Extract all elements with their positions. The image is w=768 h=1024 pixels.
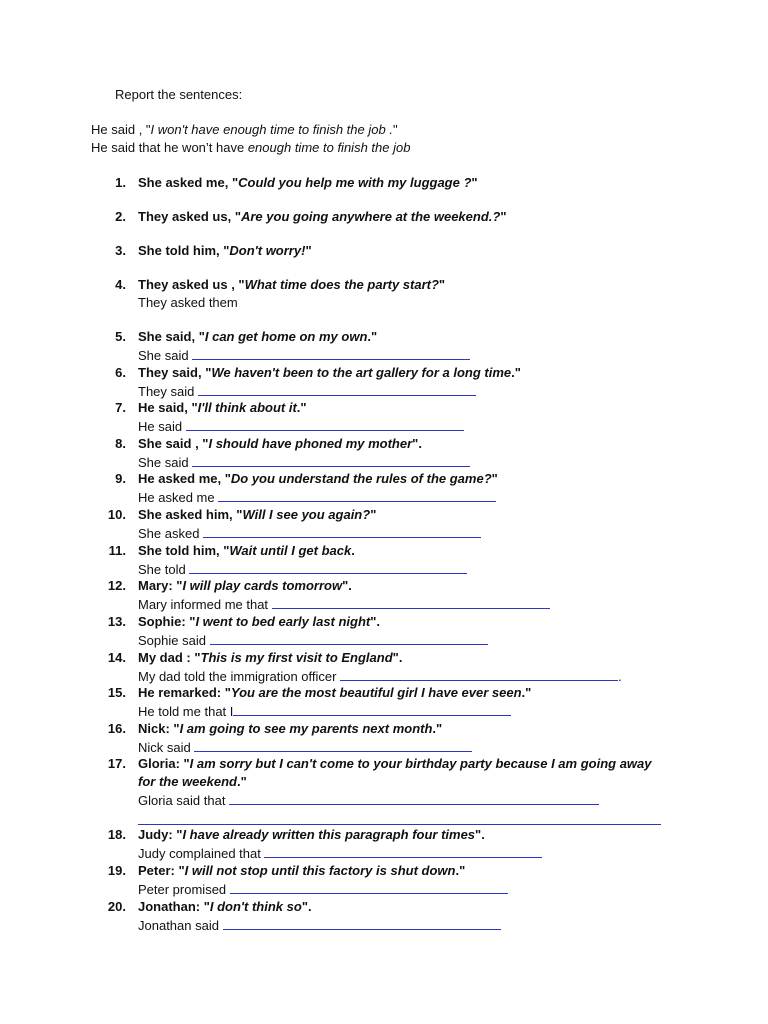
item-number: 17. [107,756,126,771]
answer-blank[interactable] [198,383,476,396]
item-number: 3. [115,243,126,258]
answer-blank[interactable] [194,739,472,752]
item-prompt: Sophie: "I went to bed early last night". [138,614,381,629]
item-number: 14. [107,650,126,665]
item-number: 13. [107,614,126,629]
answer-blank[interactable] [210,632,488,645]
item-prompt: They asked us , "What time does the party start?" [138,277,446,292]
item-prompt: Jonathan: "I don't think so". [138,899,312,914]
answer-blank[interactable] [218,489,496,502]
item-number: 5. [115,329,126,344]
answer-line: Gloria said that [138,792,599,808]
answer-blank[interactable] [192,454,470,467]
item-prompt: Peter: "I will not stop until this factory is shut down." [138,863,466,878]
item-number: 18. [107,827,126,842]
item-number: 4. [115,277,126,292]
item-prompt: He asked me, "Do you understand the rules of the game?" [138,471,498,486]
item-prompt: They asked us, "Are you going anywhere at the weekend.?" [138,209,507,224]
answer-blank[interactable] [229,792,599,805]
item-prompt: Gloria: "I am sorry but I can't come to your birthday party because I am going away [138,756,652,771]
item-number: 9. [115,471,126,486]
answer-line: Nick said [138,739,472,755]
item-number: 15. [107,685,126,700]
item-prompt: They said, "We haven't been to the art gallery for a long time." [138,365,521,380]
answer-blank[interactable] [189,561,467,574]
answer-line: He said [138,418,464,434]
item-prompt: She told him, "Wait until I get back. [138,543,355,558]
item-prompt-continued: for the weekend." [138,774,247,789]
answer-line: My dad told the immigration officer . [138,669,622,684]
item-number: 12. [107,578,126,593]
answer-line: Peter promised [138,881,508,897]
answer-blank[interactable] [186,418,464,431]
answer-line: They asked them [138,295,238,310]
item-number: 20. [107,899,126,914]
item-prompt: She said, "I can get home on my own." [138,329,378,344]
answer-line: She told [138,561,467,577]
item-number: 16. [107,721,126,736]
answer-blank[interactable] [233,703,511,716]
answer-line: She said [138,454,470,470]
item-prompt: He said, "I'll think about it." [138,400,307,415]
item-number: 11. [108,543,126,558]
answer-line: She asked [138,525,481,541]
answer-blank[interactable] [230,881,508,894]
answer-blank[interactable] [223,917,501,930]
item-prompt: My dad : "This is my first visit to England". [138,650,403,665]
item-prompt: Nick: "I am going to see my parents next month." [138,721,443,736]
answer-line: Sophie said [138,632,488,648]
item-number: 6. [115,365,126,380]
item-prompt: Mary: "I will play cards tomorrow". [138,578,352,593]
item-number: 2. [115,209,126,224]
example-reported-speech: He said that he won’t have enough time to finish the job [91,140,411,155]
answer-blank[interactable] [272,596,550,609]
answer-blank-continued[interactable] [138,823,661,825]
answer-blank[interactable] [203,525,481,538]
item-prompt: Judy: "I have already written this paragraph four times". [138,827,485,842]
answer-blank[interactable] [192,347,470,360]
item-prompt: She told him, "Don't worry!" [138,243,312,258]
item-number: 19. [107,863,126,878]
instruction-heading: Report the sentences: [115,87,243,102]
item-prompt: She said , "I should have phoned my mother". [138,436,422,451]
answer-blank[interactable] [340,668,618,681]
item-prompt: She asked him, "Will I see you again?" [138,507,377,522]
answer-line: Judy complained that [138,845,542,861]
answer-blank[interactable] [264,845,542,858]
answer-line: He told me that I [138,703,511,719]
answer-line: They said [138,383,476,399]
answer-line: Jonathan said [138,917,501,933]
item-number: 1. [115,175,126,190]
example-direct-speech: He said , "I won't have enough time to finish the job ." [91,122,398,137]
answer-line: Mary informed me that [138,596,550,612]
item-number: 8. [115,436,126,451]
answer-line: He asked me [138,489,496,505]
item-number: 7. [115,400,126,415]
item-number: 10. [107,507,126,522]
item-prompt: She asked me, "Could you help me with my luggage ?" [138,175,478,190]
item-prompt: He remarked: "You are the most beautiful girl I have ever seen." [138,685,532,700]
answer-line: She said [138,347,470,363]
